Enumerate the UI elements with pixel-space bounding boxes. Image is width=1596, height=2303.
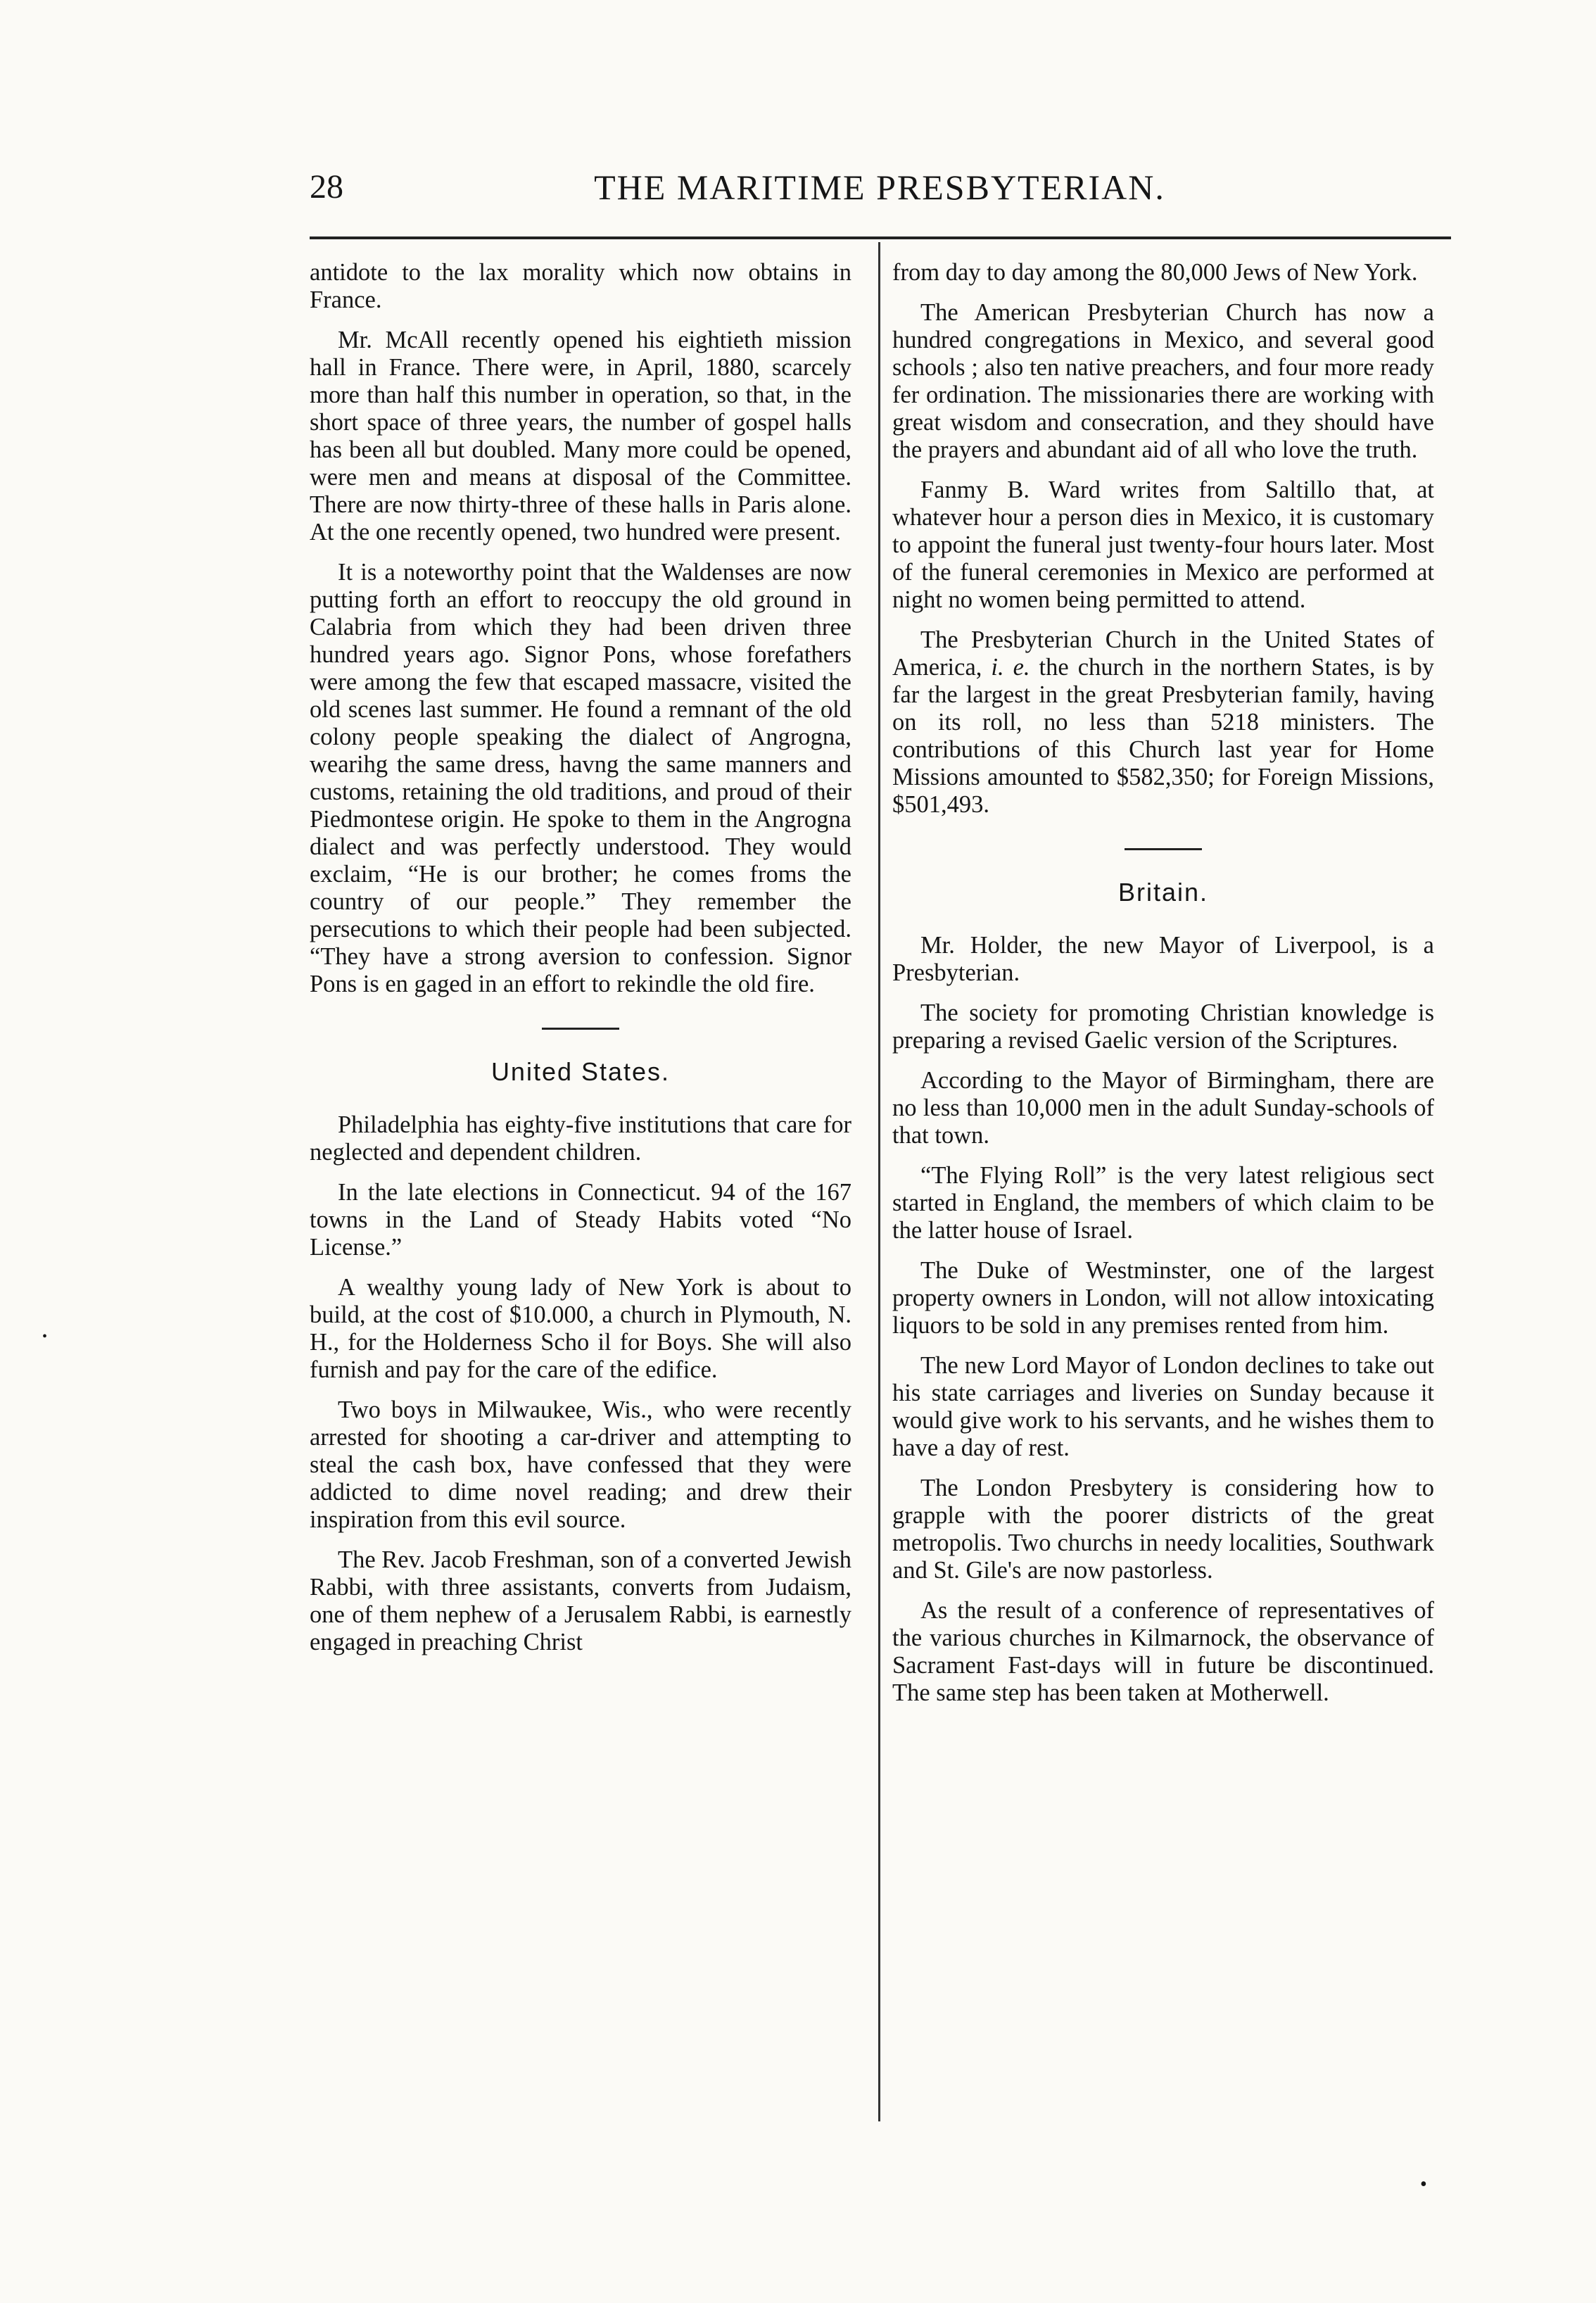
- column-divider: [878, 242, 880, 2121]
- paragraph: It is a noteworthy point that the Waldenses are now putting forth an effort to reoccupy the old ground in Calabria from which they had been driven three hundred years ago. Signor Pons, whose forefathers were among the few that escaped massacre, visited the old scenes last summer. He found a remnant of the old colony people speaking the dialect of Angrogna, wearihg the same dress, havng the same manners and customs, retaining the old traditions, and proud of their Piedmontese origin. He spoke to them in the Angrogna dialect and was perfectly understood. They would exclaim, “He is our brother; he comes froms the country of our people.” They remember the persecutions to which their people had been subjected. “They have a strong aversion to confession. Signor Pons is en gaged in an effort to rekindle the old fire.: [310, 559, 851, 997]
- right-column: [892, 259, 1434, 1720]
- paragraph: According to the Mayor of Birmingham, there are no less than 10,000 men in the adult Sunday-schools of that town.: [892, 1067, 1434, 1149]
- paragraph: The Duke of Westminster, one of the largest property owners in London, will not allow intoxicating liquors to be sold in any premises rented from him.: [892, 1257, 1434, 1339]
- header-rule: [310, 236, 1451, 239]
- paragraph: The society for promoting Christian knowledge is preparing a revised Gaelic version of the Scriptures.: [892, 999, 1434, 1054]
- ink-speck: •: [42, 1329, 48, 1344]
- paragraph: The new Lord Mayor of London declines to take out his state carriages and liveries on Sunday because it would give work to his servants, and he wishes them to have a day of rest.: [892, 1352, 1434, 1461]
- left-column: [310, 259, 851, 1669]
- paragraph: [892, 626, 1434, 819]
- paragraph: The London Presbytery is considering how to grapple with the poorer districts of the great metropolis. Two churchs in needy localities, Southwark and St. Gile's are now pastorless.: [892, 1475, 1434, 1584]
- paragraph: Philadelphia has eighty-five institutions that care for neglected and dependent children.: [310, 1111, 851, 1166]
- paragraph: “The Flying Roll” is the very latest religious sect started in England, the members of which claim to be the latter house of Israel.: [892, 1162, 1434, 1244]
- paragraph: antidote to the lax morality which now obtains in France.: [310, 259, 851, 313]
- section-rule: [542, 1028, 619, 1030]
- paragraph: Two boys in Milwaukee, Wis., who were recently arrested for shooting a car-driver and attempting to steal the cash box, have confessed that they were addicted to dime novel reading; and drew their inspiration from this evil source.: [310, 1396, 851, 1533]
- running-title: THE MARITIME PRESBYTERIAN.: [594, 168, 1165, 207]
- paragraph: The American Presbyterian Church has now a hundred congregations in Mexico, and several good schools ; also ten native preachers, and four more ready fer ordination. The missionaries there are working with great wisdom and consecration, and they should have the prayers and abundant aid of all who love the truth.: [892, 299, 1434, 463]
- ink-dot: •: [1420, 2173, 1427, 2195]
- paragraph-text: the church in the northern States, is by far the largest in the great Presbyterian family, having on its roll, no less than 5218 ministers. The contributions of this Church last year for Home Missions amounted to $582,350; for Foreign Missions, $501,493.: [892, 654, 1434, 818]
- paragraph: A wealthy young lady of New York is about to build, at the cost of $10.000, a church in Plymouth, N. H., for the Holderness Scho il for Boys. She will also furnish and pay for the care of the edifice.: [310, 1274, 851, 1383]
- italic-ie: i. e.: [991, 654, 1030, 681]
- paragraph: Mr. Holder, the new Mayor of Liverpool, is a Presbyterian.: [892, 932, 1434, 986]
- paragraph: In the late elections in Connecticut. 94 of the 167 towns in the Land of Steady Habits voted “No License.”: [310, 1179, 851, 1261]
- paragraph: Mr. McAll recently opened his eightieth mission hall in France. There were, in April, 1880, scarcely more than half this number in operation, so that, in the short space of three years, the number of gospel halls has been all but doubled. Many more could be opened, were men and means at disposal of the Committee. There are now thirty-three of these halls in Paris alone. At the one recently opened, two hundred were present.: [310, 327, 851, 545]
- paragraph-text: The Presbyterian Church in the United States of America,: [892, 626, 1434, 681]
- paragraph: The Rev. Jacob Freshman, son of a converted Jewish Rabbi, with three assistants, converts from Judaism, one of them nephew of a Jerusalem Rabbi, is earnestly engaged in preaching Christ: [310, 1546, 851, 1655]
- section-heading-britain: Britain.: [1117, 878, 1209, 907]
- paragraph: from day to day among the 80,000 Jews of New York.: [892, 259, 1418, 286]
- paragraph: As the result of a conference of representatives of the various churches in Kilmarnock, the observance of Sacrament Fast-days will in future be discontinued. The same step has been taken at Motherwell.: [892, 1597, 1434, 1706]
- paragraph: Fanmy B. Ward writes from Saltillo that, at whatever hour a person dies in Mexico, it is customary to appoint the funeral just twenty-four hours later. Most of the funeral ceremonies in Mexico are performed at night no women being permitted to attend.: [892, 477, 1434, 613]
- section-rule: [1125, 848, 1202, 850]
- page-header: [310, 166, 1450, 222]
- page-number: 28: [310, 168, 343, 206]
- section-heading-united-states: United States.: [490, 1057, 671, 1086]
